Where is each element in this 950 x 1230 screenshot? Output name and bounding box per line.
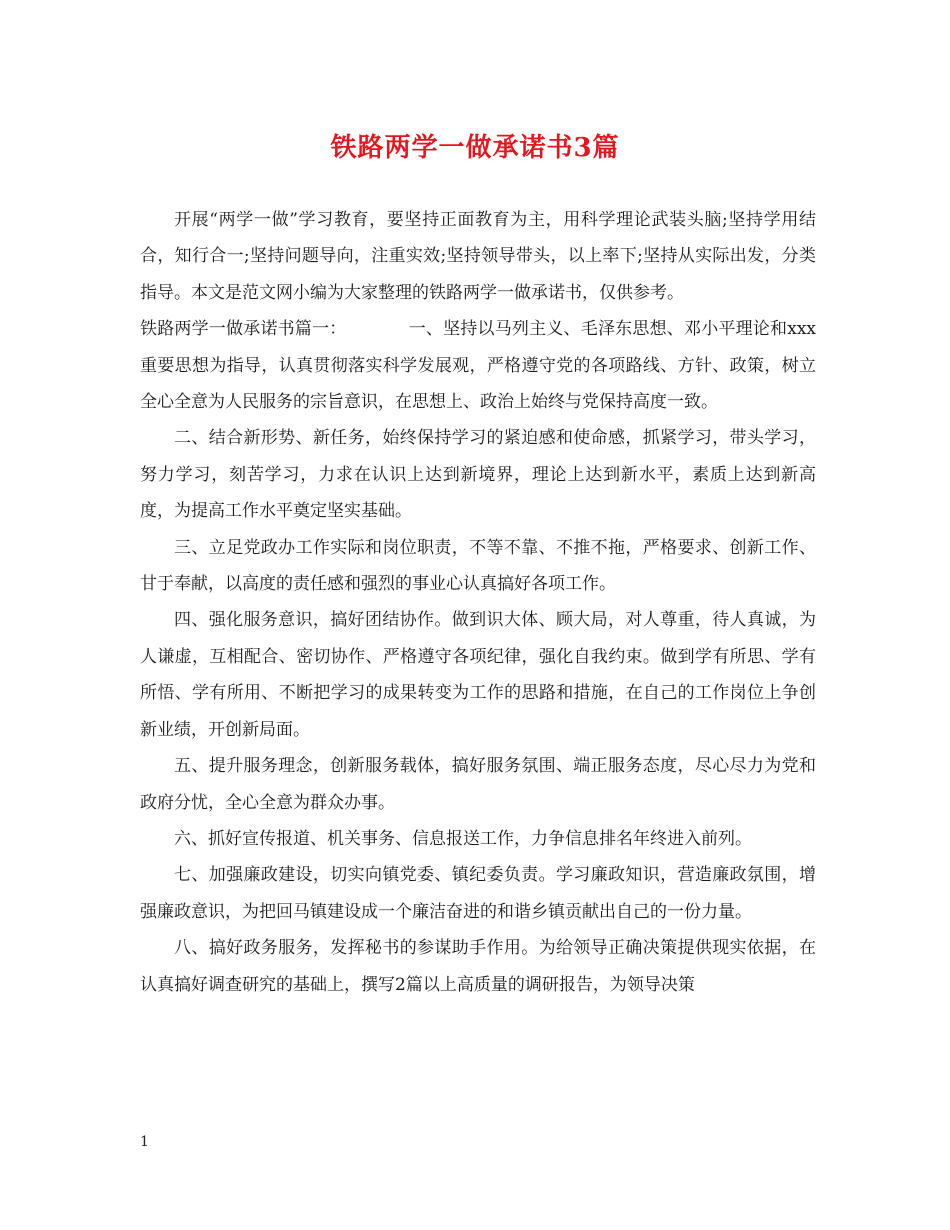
point-6: 六、抓好宣传报道、机关事务、信息报送工作，力争信息排名年终进入前列。: [174, 828, 752, 849]
section-label: 铁路两学一做承诺书篇一：: [140, 319, 347, 340]
intro-paragraph: 开展“两学一做”学习教育，要坚持正面教育为主，用科学理论武装头脑;坚持学用结合，知行合一;坚持问题导向，注重实效;坚持领导带头，以上率下;坚持从实际出发，分类指导。本文是范文网小编为大家整理的铁路两学一做承诺书，仅供参考。: [140, 210, 816, 303]
section-paragraph: [140, 311, 816, 420]
point-8: 八、搞好政务服务，发挥秘书的参谋助手作用。为给领导正确决策提供现实依据，在认真搞好调查研究的基础上，撰写2篇以上高质量的调研报告，为领导决策: [140, 938, 816, 995]
point-5: 五、提升服务理念，创新服务载体，搞好服务氛围、端正服务态度，尽心尽力为党和政府分忧，全心全意为群众办事。: [140, 756, 816, 813]
page-number: 1: [140, 1134, 149, 1150]
point-1: 一、坚持以马列主义、毛泽东思想、邓小平理论和xxx重要思想为指导，认真贯彻落实科学发展观，严格遵守党的各项路线、方针、政策，树立全心全意为人民服务的宗旨意识，在思想上、政治上始终与党保持高度一致。: [140, 319, 816, 413]
document-title: 铁路两学一做承诺书3篇: [330, 133, 620, 163]
point-7: 七、加强廉政建设，切实向镇党委、镇纪委负责。学习廉政知识，营造廉政氛围，增强廉政意识，为把回马镇建设成一个廉洁奋进的和谐乡镇贡献出自己的一份力量。: [140, 865, 816, 922]
document-body: [140, 202, 816, 1003]
point-4: 四、强化服务意识，搞好团结协作。做到识大体、顾大局，对人尊重，待人真诚，为人谦虚，互相配合、密切协作、严格遵守各项纪律，强化自我约束。做到学有所思、学有所悟、学有所用、不断把学习的成果转变为工作的思路和措施，在自己的工作岗位上争创新业绩，开创新局面。: [140, 610, 816, 740]
point-3: 三、立足党政办工作实际和岗位职责，不等不靠、不推不拖，严格要求、创新工作、甘于奉献，以高度的责任感和强烈的事业心认真搞好各项工作。: [140, 537, 816, 595]
point-2: 二、结合新形势、新任务，始终保持学习的紧迫感和使命感，抓紧学习，带头学习，努力学习，刻苦学习，力求在认识上达到新境界，理论上达到新水平，素质上达到新高度，为提高工作水平奠定坚实基础。: [140, 428, 816, 522]
